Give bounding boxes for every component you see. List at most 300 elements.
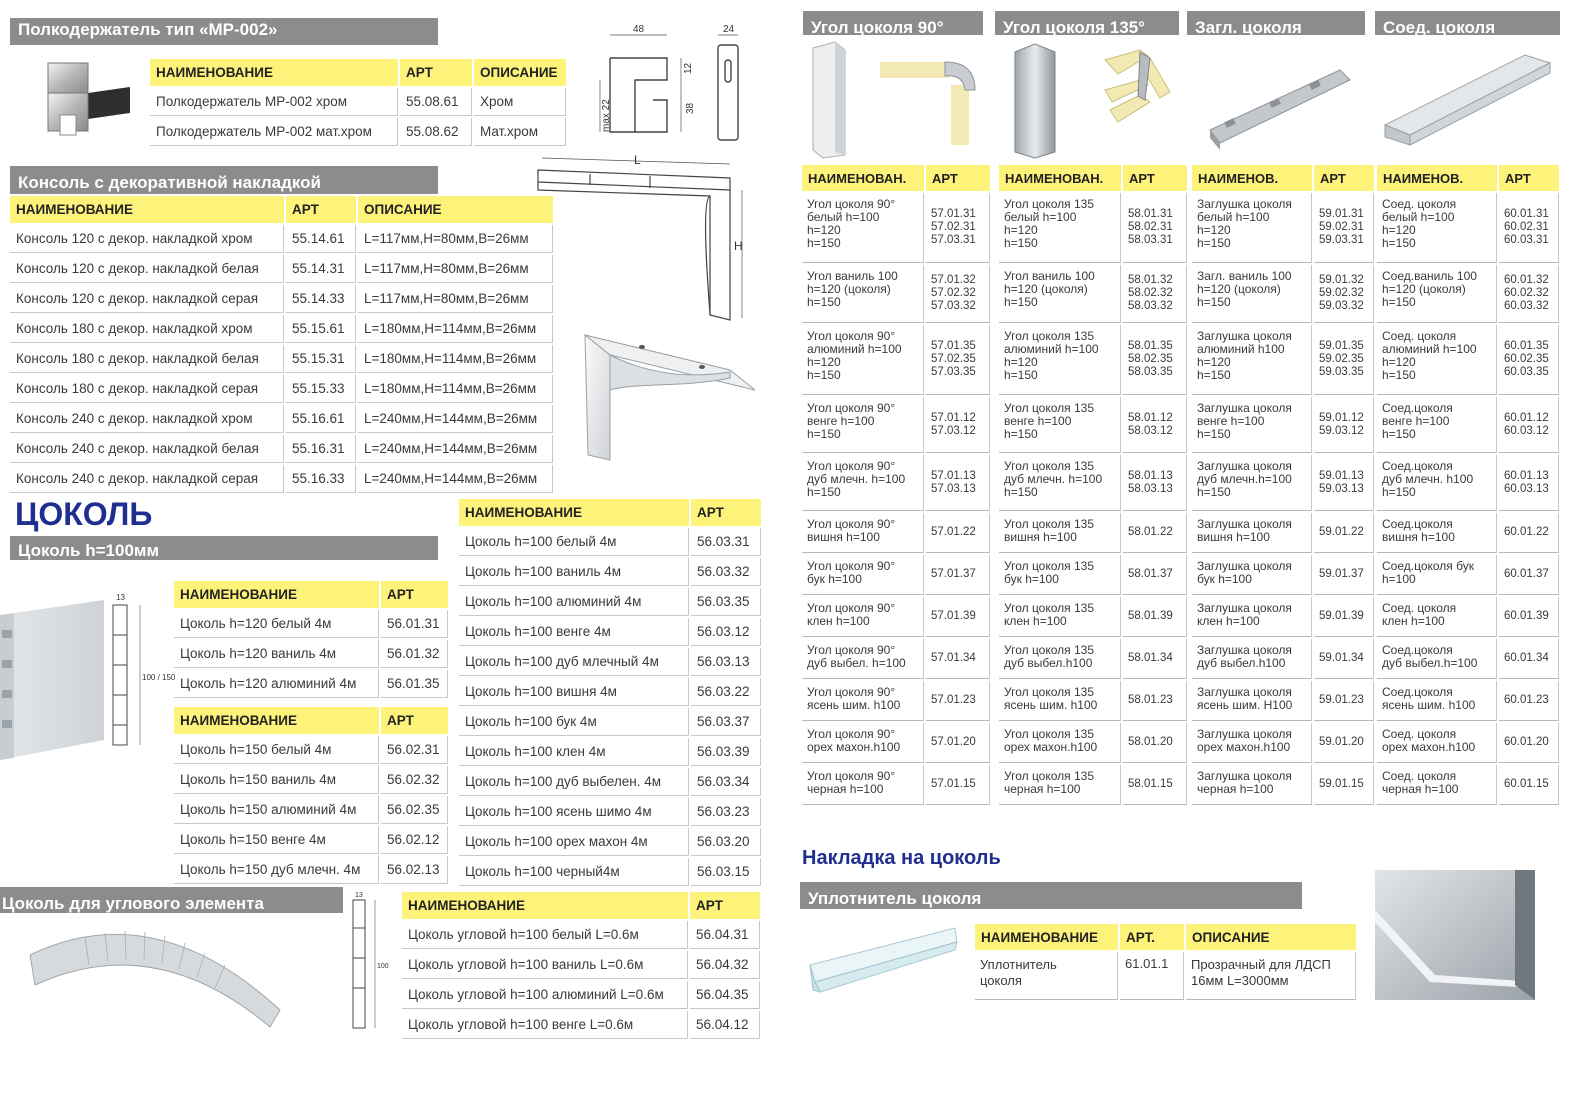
dim-label: 12 bbox=[683, 62, 694, 74]
cell-art: 57.01.34 bbox=[926, 639, 990, 679]
table-row bbox=[999, 513, 1187, 553]
overlay-photo bbox=[1375, 870, 1535, 1000]
cell-name: Угол цоколя 90° дуб выбел. h=100 bbox=[802, 639, 924, 679]
cell-art: 57.01.39 bbox=[926, 597, 990, 637]
cell-name: Цоколь угловой h=100 алюминий L=0.6м bbox=[402, 981, 688, 1009]
cell-art: 60.01.39 bbox=[1499, 597, 1559, 637]
table-row bbox=[1377, 639, 1559, 679]
cell-art: 56.01.31 bbox=[381, 610, 448, 638]
cell-art: 55.08.62 bbox=[400, 118, 472, 146]
cell-art: 58.01.15 bbox=[1123, 765, 1187, 805]
table-row bbox=[1192, 555, 1374, 595]
plinth-120-table bbox=[172, 579, 450, 700]
cell-name: Соед. цоколя черная h=100 bbox=[1377, 765, 1497, 805]
cell-desc: L=180мм,H=114мм,B=26мм bbox=[358, 315, 553, 343]
table-row bbox=[802, 397, 990, 453]
cell-name: Цоколь h=120 белый 4м bbox=[174, 610, 379, 638]
cell-name: Соед. цоколя алюминий h=100 h=120 h=150 bbox=[1377, 325, 1497, 395]
cell-name: Консоль 180 с декор. накладкой хром bbox=[10, 315, 284, 343]
cell-name: Соед.цоколя венге h=100 h=150 bbox=[1377, 397, 1497, 453]
joint-table bbox=[1375, 163, 1561, 807]
cell-name: Заглушка цоколя бук h=100 bbox=[1192, 555, 1312, 595]
plinth-photo bbox=[0, 590, 176, 765]
dim-label: L bbox=[634, 153, 641, 167]
cell-name: Цоколь h=100 белый 4м bbox=[459, 528, 689, 556]
cell-name: Угол цоколя 90° венге h=100 h=150 bbox=[802, 397, 924, 453]
cell-name: Цоколь h=120 алюминий 4м bbox=[174, 670, 379, 698]
cell-art: 55.14.31 bbox=[286, 255, 356, 283]
cell-name: Цоколь h=150 белый 4м bbox=[174, 736, 379, 764]
col-header-name: НАИМЕНОВАНИЕ bbox=[174, 581, 379, 608]
cell-art: 60.01.32 60.02.32 60.03.32 bbox=[1499, 265, 1559, 323]
table-row bbox=[10, 435, 553, 463]
cell-desc: L=240мм,H=144мм,B=26мм bbox=[358, 405, 553, 433]
cell-art: 60.01.22 bbox=[1499, 513, 1559, 553]
cell-art: 59.01.34 bbox=[1314, 639, 1374, 679]
cell-name: Заглушка цоколя алюминий h100 h=120 h=150 bbox=[1192, 325, 1312, 395]
cell-name: Угол цоколя 135 венге h=100 h=150 bbox=[999, 397, 1121, 453]
table-row bbox=[459, 708, 761, 736]
cell-art: 55.15.31 bbox=[286, 345, 356, 373]
col-header-name: НАИМЕНОВ. bbox=[1377, 165, 1497, 191]
cell-name: Цоколь h=150 ваниль 4м bbox=[174, 766, 379, 794]
table-row bbox=[402, 1011, 760, 1039]
table-row bbox=[10, 345, 553, 373]
table-row bbox=[1377, 597, 1559, 637]
cell-name: Консоль 180 с декор. накладкой белая bbox=[10, 345, 284, 373]
joint-photo bbox=[1380, 45, 1555, 150]
cell-art: 60.01.15 bbox=[1499, 765, 1559, 805]
table-row bbox=[1377, 265, 1559, 323]
table-row bbox=[802, 681, 990, 721]
table-row bbox=[1192, 597, 1374, 637]
cell-art: 56.01.35 bbox=[381, 670, 448, 698]
cell-art: 58.01.39 bbox=[1123, 597, 1187, 637]
cell-name: Заглушка цоколя клен h=100 bbox=[1192, 597, 1312, 637]
plinth-100-table bbox=[457, 497, 763, 888]
table-row bbox=[802, 765, 990, 805]
corner-plinth-photo bbox=[25, 915, 285, 1030]
col-header-name: НАИМЕНОВАН. bbox=[802, 165, 924, 191]
cell-name: Цоколь h=100 ясень шимо 4м bbox=[459, 798, 689, 826]
col-header-name: НАИМЕНОВАНИЕ bbox=[975, 924, 1118, 950]
cell-name: Соед.цоколя дуб млечн. h100 h=150 bbox=[1377, 455, 1497, 511]
cell-name: Заглушка цоколя белый h=100 h=120 h=150 bbox=[1192, 193, 1312, 263]
cell-art: 59.01.20 bbox=[1314, 723, 1374, 763]
cell-name: Соед.ваниль 100 h=120 (цоколя) h=150 bbox=[1377, 265, 1497, 323]
cell-art: 57.01.35 57.02.35 57.03.35 bbox=[926, 325, 990, 395]
cell-desc: L=117мм,H=80мм,B=26мм bbox=[358, 255, 553, 283]
angle-90-photos bbox=[805, 40, 985, 158]
cell-art: 56.03.22 bbox=[691, 678, 761, 706]
seal-band: Уплотнитель цоколя bbox=[800, 882, 1302, 909]
cell-name: Угол цоколя 135 алюминий h=100 h=120 h=150 bbox=[999, 325, 1121, 395]
corner-plinth-table bbox=[400, 890, 762, 1041]
cell-name: Заглушка цоколя ясень шим. Н100 bbox=[1192, 681, 1312, 721]
table-row bbox=[174, 826, 448, 854]
table-row bbox=[1192, 265, 1374, 323]
cell-name: Угол цоколя 135 черная h=100 bbox=[999, 765, 1121, 805]
cell-art: 57.01.37 bbox=[926, 555, 990, 595]
col-header-name: НАИМЕНОВАНИЕ bbox=[174, 707, 379, 734]
dim-label: 38 bbox=[685, 102, 696, 114]
plinth-band: Цоколь h=100мм bbox=[10, 536, 438, 560]
cell-desc: L=180мм,H=114мм,B=26мм bbox=[358, 345, 553, 373]
col-header-desc: ОПИСАНИЕ bbox=[474, 59, 566, 86]
cell-art: 59.01.39 bbox=[1314, 597, 1374, 637]
col-header-name: НАИМЕНОВ. bbox=[1192, 165, 1312, 191]
cell-name: Соед. цоколя орех махон.h100 bbox=[1377, 723, 1497, 763]
table-row bbox=[174, 640, 448, 668]
cell-art: 58.01.34 bbox=[1123, 639, 1187, 679]
cell-art: 55.16.61 bbox=[286, 405, 356, 433]
cell-name: Полкодержатель МР-002 мат.хром bbox=[150, 118, 398, 146]
table-row bbox=[975, 952, 1356, 1000]
table-row bbox=[10, 465, 553, 493]
table-row bbox=[802, 325, 990, 395]
cell-name: Консоль 240 с декор. накладкой хром bbox=[10, 405, 284, 433]
table-row bbox=[1192, 325, 1374, 395]
cell-art: 59.01.32 59.02.32 59.03.32 bbox=[1314, 265, 1374, 323]
cell-name: Угол цоколя 90° клен h=100 bbox=[802, 597, 924, 637]
col-header-name: НАИМЕНОВАН. bbox=[999, 165, 1121, 191]
col-header-art: АРТ bbox=[690, 892, 760, 919]
cell-name: Консоль 120 с декор. накладкой серая bbox=[10, 285, 284, 313]
cell-art: 56.03.32 bbox=[691, 558, 761, 586]
cell-name: Загл. ваниль 100 h=120 (цоколя) h=150 bbox=[1192, 265, 1312, 323]
dim-label: 48 bbox=[633, 24, 645, 35]
cell-art: 57.01.15 bbox=[926, 765, 990, 805]
console-band: Консоль с декоративной накладкой bbox=[10, 166, 438, 194]
cell-art: 57.01.20 bbox=[926, 723, 990, 763]
cell-art: 57.01.32 57.02.32 57.03.32 bbox=[926, 265, 990, 323]
table-row bbox=[10, 285, 553, 313]
table-row bbox=[999, 681, 1187, 721]
cell-name: Цоколь h=100 орех махон 4м bbox=[459, 828, 689, 856]
table-row bbox=[10, 315, 553, 343]
dim-label: 100 bbox=[377, 963, 389, 970]
cell-art: 56.02.13 bbox=[381, 856, 448, 884]
table-row bbox=[1377, 555, 1559, 595]
cell-name: Цоколь h=100 бук 4м bbox=[459, 708, 689, 736]
table-row bbox=[802, 555, 990, 595]
cell-art: 60.01.20 bbox=[1499, 723, 1559, 763]
table-row bbox=[999, 639, 1187, 679]
cell-desc: L=117мм,H=80мм,B=26мм bbox=[358, 285, 553, 313]
table-row bbox=[459, 588, 761, 616]
cell-name: Угол цоколя 90° ясень шим. h100 bbox=[802, 681, 924, 721]
table-row bbox=[1192, 681, 1374, 721]
col-header-art: АРТ bbox=[691, 499, 761, 526]
cell-name: Соед. цоколя белый h=100 h=120 h=150 bbox=[1377, 193, 1497, 263]
cell-art: 60.01.35 60.02.35 60.03.35 bbox=[1499, 325, 1559, 395]
dim-label: 100 / 150 bbox=[142, 673, 176, 682]
cell-art: 58.01.37 bbox=[1123, 555, 1187, 595]
cell-art: 58.01.20 bbox=[1123, 723, 1187, 763]
cell-art: 59.01.12 59.03.12 bbox=[1314, 397, 1374, 453]
col-header-name: НАИМЕНОВАНИЕ bbox=[402, 892, 688, 919]
cap-band: Загл. цоколя bbox=[1187, 11, 1365, 35]
cell-art: 58.01.12 58.03.12 bbox=[1123, 397, 1187, 453]
cell-art: 56.04.35 bbox=[690, 981, 760, 1009]
cell-art: 55.14.33 bbox=[286, 285, 356, 313]
cell-name: Цоколь h=100 ваниль 4м bbox=[459, 558, 689, 586]
table-row bbox=[402, 981, 760, 1009]
cell-name: Угол цоколя 90° алюминий h=100 h=120 h=150 bbox=[802, 325, 924, 395]
corner-plinth-drawing bbox=[345, 888, 395, 1033]
col-header-name: НАИМЕНОВАНИЕ bbox=[10, 196, 284, 223]
cell-art: 56.03.37 bbox=[691, 708, 761, 736]
table-row bbox=[1377, 193, 1559, 263]
cell-name: Угол цоколя 135 дуб выбел.h100 bbox=[999, 639, 1121, 679]
col-header-name: НАИМЕНОВАНИЕ bbox=[150, 59, 398, 86]
cell-art: 56.03.12 bbox=[691, 618, 761, 646]
cell-art: 56.03.31 bbox=[691, 528, 761, 556]
cell-art: 59.01.37 bbox=[1314, 555, 1374, 595]
cell-name: Угол ваниль 100 h=120 (цоколя) h=150 bbox=[802, 265, 924, 323]
col-header-name: НАИМЕНОВАНИЕ bbox=[459, 499, 689, 526]
shelf-holder-table bbox=[148, 57, 568, 148]
cell-art: 59.01.13 59.03.13 bbox=[1314, 455, 1374, 511]
seal-photo bbox=[805, 920, 960, 1005]
cell-art: 58.01.23 bbox=[1123, 681, 1187, 721]
cell-name: Угол цоколя 135 белый h=100 h=120 h=150 bbox=[999, 193, 1121, 263]
table-row bbox=[999, 723, 1187, 763]
table-row bbox=[10, 225, 553, 253]
table-row bbox=[459, 858, 761, 886]
cell-name: Угол цоколя 135 ясень шим. h100 bbox=[999, 681, 1121, 721]
seal-table bbox=[973, 922, 1358, 1002]
table-row bbox=[1192, 455, 1374, 511]
cell-name: Цоколь h=150 венге 4м bbox=[174, 826, 379, 854]
table-row bbox=[459, 558, 761, 586]
angle-90-band: Угол цоколя 90° bbox=[803, 11, 983, 35]
table-row bbox=[999, 193, 1187, 263]
cell-name: Цоколь угловой h=100 белый L=0.6м bbox=[402, 921, 688, 949]
cell-name: Цоколь h=100 черный4м bbox=[459, 858, 689, 886]
table-row bbox=[459, 648, 761, 676]
cell-name: Цоколь h=100 клен 4м bbox=[459, 738, 689, 766]
console-photo bbox=[580, 330, 760, 465]
angle-90-table bbox=[800, 163, 992, 807]
angle-135-photos bbox=[1000, 40, 1180, 158]
cell-name: Соед. цоколя клен h=100 bbox=[1377, 597, 1497, 637]
cell-name: Цоколь h=100 дуб млечный 4м bbox=[459, 648, 689, 676]
table-row bbox=[802, 723, 990, 763]
col-header-desc: ОПИСАНИЕ bbox=[1186, 924, 1356, 950]
table-row bbox=[10, 375, 553, 403]
cap-table bbox=[1190, 163, 1376, 807]
table-row bbox=[1192, 639, 1374, 679]
table-row bbox=[150, 118, 566, 146]
cell-name: Соед.цоколя бук h=100 bbox=[1377, 555, 1497, 595]
table-row bbox=[1377, 325, 1559, 395]
cell-name: Консоль 240 с декор. накладкой серая bbox=[10, 465, 284, 493]
table-row bbox=[459, 768, 761, 796]
cell-name: Цоколь h=100 алюминий 4м bbox=[459, 588, 689, 616]
cell-art: 56.03.34 bbox=[691, 768, 761, 796]
cell-name: Цоколь h=100 дуб выбелен. 4м bbox=[459, 768, 689, 796]
cell-art: 61.01.1 bbox=[1120, 952, 1184, 1000]
cell-name: Цоколь угловой h=100 ваниль L=0.6м bbox=[402, 951, 688, 979]
cell-name: Заглушка цоколя вишня h=100 bbox=[1192, 513, 1312, 553]
table-row bbox=[802, 639, 990, 679]
cell-name: Соед.цоколя вишня h=100 bbox=[1377, 513, 1497, 553]
angle-135-table bbox=[997, 163, 1189, 807]
cell-art: 57.01.13 57.03.13 bbox=[926, 455, 990, 511]
dim-label: H bbox=[734, 239, 743, 253]
table-row bbox=[1377, 765, 1559, 805]
col-header-art: АРТ bbox=[286, 196, 356, 223]
dim-label: 24 bbox=[723, 24, 735, 35]
cell-art: 60.01.13 60.03.13 bbox=[1499, 455, 1559, 511]
table-row bbox=[1192, 193, 1374, 263]
cell-art: 56.03.23 bbox=[691, 798, 761, 826]
table-row bbox=[1377, 455, 1559, 511]
cell-name: Соед.цоколя дуб выбел.h=100 bbox=[1377, 639, 1497, 679]
col-header-art: АРТ. bbox=[1120, 924, 1184, 950]
cell-name: Угол цоколя 135 клен h=100 bbox=[999, 597, 1121, 637]
cell-art: 59.01.15 bbox=[1314, 765, 1374, 805]
cell-name: Соед.цоколя ясень шим. h100 bbox=[1377, 681, 1497, 721]
table-row bbox=[802, 513, 990, 553]
table-row bbox=[174, 736, 448, 764]
cell-name: Консоль 180 с декор. накладкой серая bbox=[10, 375, 284, 403]
col-header-art: АРТ bbox=[1314, 165, 1374, 191]
cap-photo bbox=[1200, 55, 1360, 150]
overlay-title: Накладка на цоколь bbox=[802, 847, 1001, 869]
table-row bbox=[459, 738, 761, 766]
cell-name: Цоколь h=150 алюминий 4м bbox=[174, 796, 379, 824]
col-header-art: АРТ bbox=[926, 165, 990, 191]
cell-name: Угол ваниль 100 h=120 (цоколя) h=150 bbox=[999, 265, 1121, 323]
cell-art: 59.01.23 bbox=[1314, 681, 1374, 721]
cell-desc: L=117мм,H=80мм,B=26мм bbox=[358, 225, 553, 253]
cell-name: Цоколь h=120 ваниль 4м bbox=[174, 640, 379, 668]
table-row bbox=[1377, 723, 1559, 763]
table-row bbox=[459, 528, 761, 556]
table-row bbox=[459, 678, 761, 706]
col-header-art: АРТ bbox=[1123, 165, 1187, 191]
cell-art: 56.04.32 bbox=[690, 951, 760, 979]
cell-art: 60.01.37 bbox=[1499, 555, 1559, 595]
table-row bbox=[1377, 397, 1559, 453]
cell-art: 56.04.12 bbox=[690, 1011, 760, 1039]
cell-name: Угол цоколя 90° орех махон.h100 bbox=[802, 723, 924, 763]
cell-name: Цоколь h=150 дуб млечн. 4м bbox=[174, 856, 379, 884]
table-row bbox=[1377, 513, 1559, 553]
cell-desc: L=240мм,H=144мм,B=26мм bbox=[358, 435, 553, 463]
cell-name: Угол цоколя 135 вишня h=100 bbox=[999, 513, 1121, 553]
cell-desc: Мат.хром bbox=[474, 118, 566, 146]
table-row bbox=[459, 798, 761, 826]
cell-art: 57.01.22 bbox=[926, 513, 990, 553]
cell-art: 58.01.31 58.02.31 58.03.31 bbox=[1123, 193, 1187, 263]
cell-art: 55.15.33 bbox=[286, 375, 356, 403]
cell-art: 56.03.15 bbox=[691, 858, 761, 886]
table-row bbox=[999, 325, 1187, 395]
shelf-holder-photo bbox=[40, 55, 140, 145]
shelf-holder-drawing bbox=[585, 20, 775, 150]
cell-name: Цоколь h=100 вишня 4м bbox=[459, 678, 689, 706]
cell-art: 56.02.35 bbox=[381, 796, 448, 824]
cell-art: 59.01.35 59.02.35 59.03.35 bbox=[1314, 325, 1374, 395]
table-row bbox=[802, 265, 990, 323]
cell-art: 55.15.61 bbox=[286, 315, 356, 343]
dim-label: 13 bbox=[116, 593, 125, 602]
table-row bbox=[1192, 513, 1374, 553]
col-header-art: АРТ bbox=[381, 581, 448, 608]
cell-art: 55.08.61 bbox=[400, 88, 472, 116]
cell-art: 58.01.13 58.03.13 bbox=[1123, 455, 1187, 511]
corner-plinth-band: Цоколь для углового элемента bbox=[0, 887, 343, 913]
cell-art: 57.01.12 57.03.12 bbox=[926, 397, 990, 453]
cell-name: Консоль 240 с декор. накладкой белая bbox=[10, 435, 284, 463]
joint-band: Соед. цоколя bbox=[1375, 11, 1560, 35]
col-header-desc: ОПИСАНИЕ bbox=[358, 196, 553, 223]
cell-art: 60.01.31 60.02.31 60.03.31 bbox=[1499, 193, 1559, 263]
cell-name: Угол цоколя 90° бук h=100 bbox=[802, 555, 924, 595]
console-table bbox=[8, 194, 555, 495]
table-row bbox=[999, 455, 1187, 511]
cell-art: 56.02.31 bbox=[381, 736, 448, 764]
console-drawing bbox=[530, 150, 760, 325]
cell-art: 56.03.13 bbox=[691, 648, 761, 676]
cell-name: Цоколь угловой h=100 венге L=0.6м bbox=[402, 1011, 688, 1039]
table-row bbox=[999, 765, 1187, 805]
table-row bbox=[459, 828, 761, 856]
table-row bbox=[174, 796, 448, 824]
table-row bbox=[174, 670, 448, 698]
table-row bbox=[999, 265, 1187, 323]
cell-desc: L=180мм,H=114мм,B=26мм bbox=[358, 375, 553, 403]
table-row bbox=[402, 951, 760, 979]
table-row bbox=[459, 618, 761, 646]
cell-name: Консоль 120 с декор. накладкой хром bbox=[10, 225, 284, 253]
cell-desc: Прозрачный для ЛДСП 16мм L=3000мм bbox=[1186, 952, 1356, 1000]
table-row bbox=[999, 555, 1187, 595]
table-row bbox=[1192, 723, 1374, 763]
cell-name: Заглушка цоколя дуб млечн.h=100 h=150 bbox=[1192, 455, 1312, 511]
cell-name: Цоколь h=100 венге 4м bbox=[459, 618, 689, 646]
cell-art: 60.01.34 bbox=[1499, 639, 1559, 679]
cell-art: 59.01.31 59.02.31 59.03.31 bbox=[1314, 193, 1374, 263]
cell-name: Полкодержатель МР-002 хром bbox=[150, 88, 398, 116]
cell-name: Заглушка цоколя дуб выбел.h100 bbox=[1192, 639, 1312, 679]
cell-name: Заглушка цоколя венге h=100 h=150 bbox=[1192, 397, 1312, 453]
cell-name: Угол цоколя 135 орех махон.h100 bbox=[999, 723, 1121, 763]
table-row bbox=[1377, 681, 1559, 721]
cell-art: 56.04.31 bbox=[690, 921, 760, 949]
dim-label: 13 bbox=[355, 892, 363, 899]
cell-art: 58.01.35 58.02.35 58.03.35 bbox=[1123, 325, 1187, 395]
cell-art: 57.01.23 bbox=[926, 681, 990, 721]
cell-name: Угол цоколя 90° дуб млечн. h=100 h=150 bbox=[802, 455, 924, 511]
cell-art: 58.01.32 58.02.32 58.03.32 bbox=[1123, 265, 1187, 323]
table-row bbox=[802, 193, 990, 263]
table-row bbox=[1192, 397, 1374, 453]
cell-art: 56.02.12 bbox=[381, 826, 448, 854]
table-row bbox=[174, 856, 448, 884]
cell-art: 56.03.35 bbox=[691, 588, 761, 616]
cell-name: Заглушка цоколя орех махон.h100 bbox=[1192, 723, 1312, 763]
cell-desc: Хром bbox=[474, 88, 566, 116]
table-row bbox=[402, 921, 760, 949]
cell-name: Угол цоколя 90° вишня h=100 bbox=[802, 513, 924, 553]
col-header-art: АРТ bbox=[1499, 165, 1559, 191]
cell-name: Консоль 120 с декор. накладкой белая bbox=[10, 255, 284, 283]
dim-label: max 22 bbox=[601, 99, 612, 132]
